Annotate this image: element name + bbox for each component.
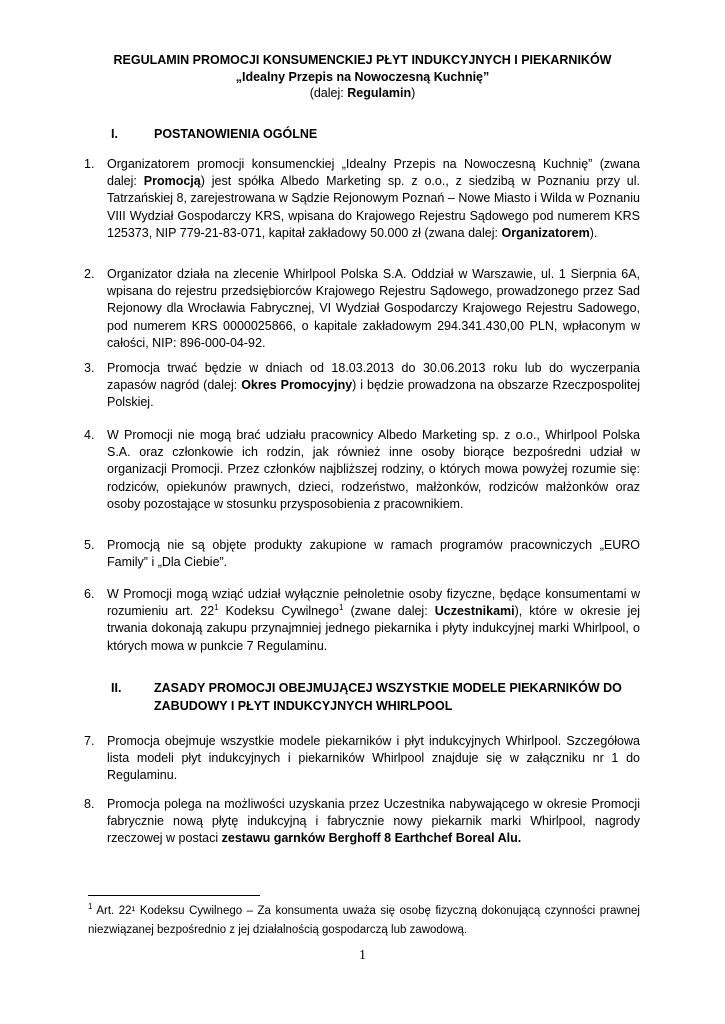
- text-run: Kodeksu Cywilnego: [218, 604, 339, 619]
- page-number: 1: [359, 948, 366, 963]
- paragraph-text: Organizator działa na zlecenie Whirlpool Polska S.A. Oddział w Warszawie, ul. 1 Sierpnia 6A, wpisana do rejestru przedsiębiorców Krajowego Rejestru Sądowego, prowadzonego przez Sad Rejonowy dla Wrocławia Fabrycznej, VI Wydział Gospodarczy Krajowego Rejestru Sadowego, pod numerem KRS 0000025866, o kapitale zakładowym 294.341.430,00 PLN, wpłaconym w całości, NIP: 896-000-04-92.: [107, 267, 640, 350]
- text-run: ) i będzie prowadzona na obszarze Rzeczpospolitej Polskiej.: [107, 378, 640, 410]
- paragraph-text: Promocja obejmuje wszystkie modele piekarników i płyt indukcyjnych Whirlpool. Szczegółowa lista modeli płyt indukcyjnych i piekarników Whirlpool znajduje się w załączniku nr 1 do Regulaminu.: [107, 734, 640, 783]
- bold-term: Organizatorem: [501, 225, 590, 240]
- paragraph-text: [107, 360, 640, 412]
- paragraph-number: 3.: [84, 361, 95, 375]
- paragraph-text: [107, 796, 640, 848]
- bold-term: Okres Promocyjny: [241, 378, 353, 393]
- text-run: Promocja polega na możliwości uzyskania przez Uczestnika nabywającego w okresie Promocji fabrycznie nową płytę indukcyjną i fabrycznie nowy piekarnik marki Whirlpool, nagrody rzeczowej w postaci: [107, 797, 640, 846]
- footnote-text: Art. 22¹ Kodeksu Cywilnego – Za konsumenta uważa się osobę fizyczną dokonującą czynności prawnej niezwiązanej bezpośrednio z jej działalnością gospodarczą lub zawodową.: [88, 905, 640, 936]
- paragraph-number: 7.: [84, 734, 95, 748]
- text-run: Organizatorem promocji konsumenckiej „Idealny Przepis na Nowoczesną Kuchnię” (zwana dalej:: [107, 157, 640, 189]
- paragraph-number: 4.: [84, 428, 95, 442]
- bold-term: Promocją: [143, 174, 201, 189]
- title-line-1: REGULAMIN PROMOCJI KONSUMENCKIEJ PŁYT INDUKCYJNYCH I PIEKARNIKÓW: [113, 53, 612, 67]
- paragraph-number: 1.: [84, 157, 95, 171]
- section-title: ZASADY PROMOCJI OBEJMUJĄCEJ WSZYSTKIE MODELE PIEKARNIKÓW DO ZABUDOWY I PŁYT INDUKCYJNYCH WHIRLPOOL: [154, 681, 622, 713]
- footnote-mark: 1: [88, 902, 93, 912]
- section-heading-2: [111, 679, 651, 715]
- title-line-2: „Idealny Przepis na Nowoczesną Kuchnię”: [235, 69, 490, 84]
- footnote-ref: 1: [339, 603, 344, 613]
- paragraph-number: 8.: [84, 797, 95, 811]
- paragraph-number: 6.: [84, 587, 95, 601]
- paragraph-text: W Promocji nie mogą brać udziału pracownicy Albedo Marketing sp. z o.o., Whirlpool Polska S.A. oraz członkowie ich rodzin, jak również inne osoby biorące bezpośredni udział w organizacji Promocji. Przez członków najbliższej rodziny, o których mowa powyżej rozumie się: rodziców, opiekunów prawnych, dzieci, rodzeństwo, małżonków, rodziców małżonków oraz osoby pozostające w stosunku przysposobienia z pracownikiem.: [107, 428, 640, 511]
- bold-term: Uczestnikami: [434, 604, 515, 619]
- section-heading-1: [111, 125, 651, 143]
- text-run: (zwane dalej:: [343, 604, 435, 619]
- text-run: ).: [589, 225, 598, 240]
- section-number: II.: [111, 681, 122, 695]
- paragraph-number: 5.: [84, 538, 95, 552]
- title-line-3: [0, 85, 725, 102]
- title-line-3-bold: Regulamin: [347, 86, 412, 100]
- title-line-3-prefix: (dalej:: [309, 86, 348, 100]
- footnote: [88, 902, 640, 940]
- bold-term: zestawu garnków Berghoff 8 Earthchef Boreal Alu.: [221, 831, 522, 846]
- section-title: POSTANOWIENIA OGÓLNE: [154, 127, 318, 141]
- paragraph-text: [107, 586, 640, 655]
- document-title: [0, 52, 725, 102]
- title-line-3-suffix: ): [411, 86, 416, 100]
- paragraph-number: 2.: [84, 267, 95, 281]
- footnote-separator: [88, 895, 260, 896]
- text-run: ), które w okresie jej trwania dokonają zakupu przynajmniej jednego piekarnika i płyty indukcyjnej marki Whirlpool, o których mowa w punkcie 7 Regulaminu.: [107, 604, 640, 653]
- superscript: 1: [214, 603, 219, 613]
- paragraph-text: [107, 156, 640, 242]
- section-number: I.: [111, 127, 118, 141]
- text-run: W Promocji mogą wziąć udział wyłącznie pełnoletnie osoby fizyczne, będące konsumentami w rozumieniu art. 22: [107, 587, 640, 619]
- text-run: ) jest spółka Albedo Marketing sp. z o.o., z siedzibą w Poznaniu przy ul. Tatrzańskiej 8, zarejestrowana w Sądzie Rejonowym Poznań – Nowe Miasto i Wilda w Poznaniu VIII Wydział Gospodarczy KRS, wpisana do Krajowego Rejestru Sądowego pod numerem KRS 125373, NIP 779-21-83-071, kapitał zakładowy 50.000 zł (zwana dalej:: [107, 174, 641, 240]
- paragraph-text: Promocją nie są objęte produkty zakupione w ramach programów pracowniczych „EURO Family” i „Dla Ciebie”.: [107, 538, 640, 570]
- text-run: Promocja trwać będzie w dniach od 18.03.2013 do 30.06.2013 roku lub do wyczerpania zapasów nagród (dalej:: [107, 361, 640, 393]
